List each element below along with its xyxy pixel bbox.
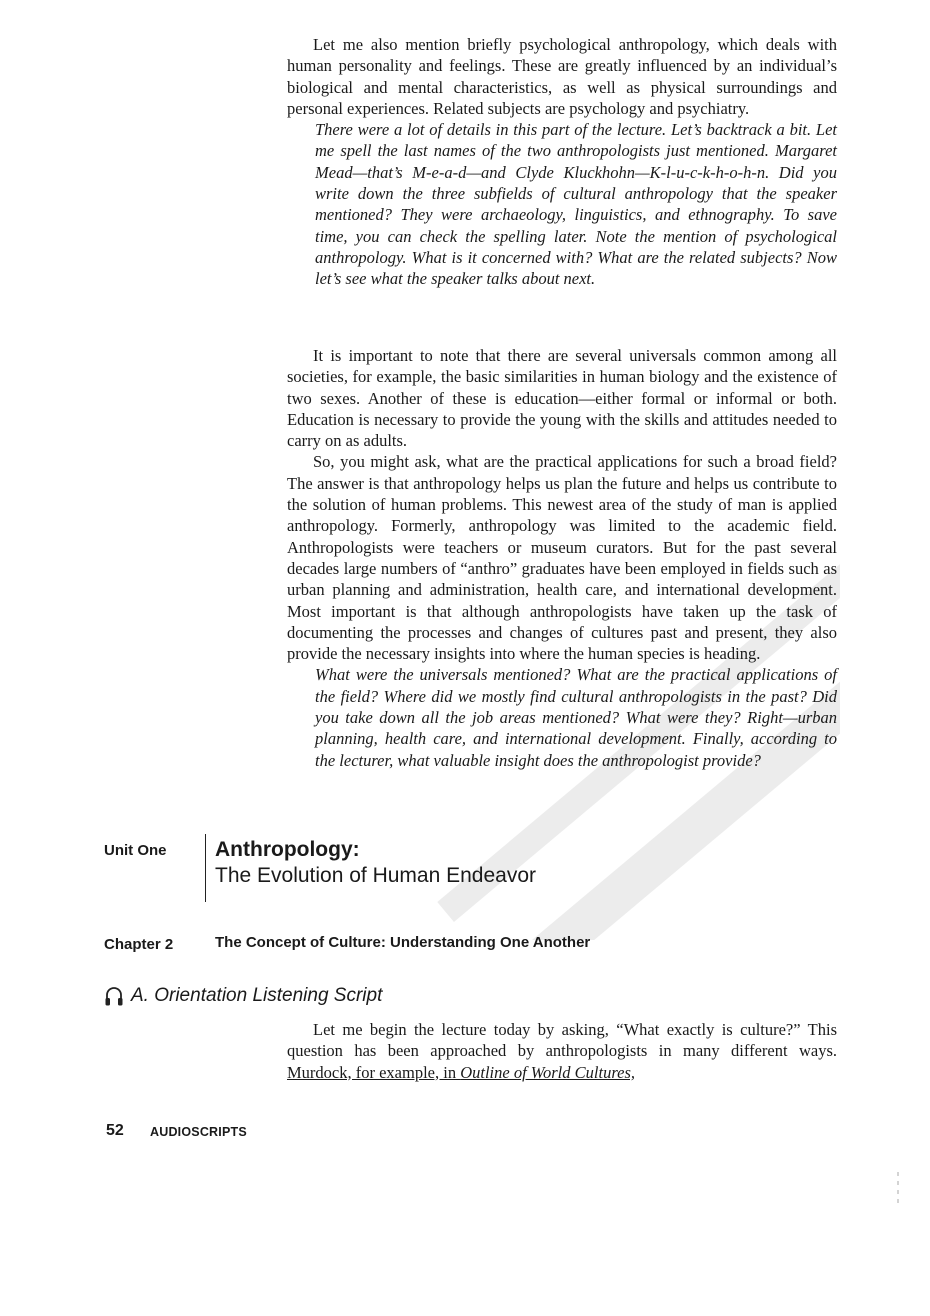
script-book-title: Outline of World Cultures, xyxy=(460,1062,635,1082)
unit-divider xyxy=(205,834,206,902)
unit-label: Unit One xyxy=(104,842,167,859)
listening-note-1: There were a lot of details in this part of the lecture. Let’s backtrack a bit. Let me spell the last names of the two anthropologists just mentioned. Margaret Mead—that’s M-e-a-d—and Clyde Kluckhohn—K-l-u-c-k-h-o-h-n. Did you write down the three subfields of cultural anthropology that the speaker mentioned? They were archaeology, linguistics, and ethnography. To save time, you can check the spelling later. Note the mention of psychological anthropology. What is it concerned with? What are the related subjects? Now let’s see what the speaker talks about next. xyxy=(315,120,837,289)
unit-title: Anthropology: xyxy=(215,838,360,861)
footer-label: AUDIOSCRIPTS xyxy=(150,1125,247,1139)
headphones-icon xyxy=(104,985,124,1007)
paragraph-what-is-culture xyxy=(287,1019,837,1083)
body-text-block-2 xyxy=(287,345,837,771)
scan-edge-marks xyxy=(895,1172,901,1212)
section-heading: A. Orientation Listening Script xyxy=(131,985,383,1006)
orientation-script-text xyxy=(287,1019,837,1083)
script-intro: Let me begin the lecture today by asking, “What exactly is culture?” This question has been approached by anthropologists in many different ways. xyxy=(287,1020,837,1061)
body-text-block-1 xyxy=(287,34,837,290)
paragraph-psychological-anthropology: Let me also mention briefly psychological anthropology, which deals with human personality and feelings. These are greatly influenced by an individual’s biological and mental characteristics, as well as physical surroundings and personal experiences. Related subjects are psychology and psychiatry. xyxy=(287,35,837,118)
script-underlined-text: Murdock, for example, in xyxy=(287,1062,461,1082)
chapter-title: The Concept of Culture: Understanding One Another xyxy=(215,934,591,951)
paragraph-applied-anthropology: So, you might ask, what are the practical applications for such a broad field? The answer is that anthropology helps us plan the future and helps us contribute to the solution of human problems. This newest area of the study of man is applied anthropology. Formerly, anthropology was limited to the academic field. Anthropologists were teachers or museum curators. But for the past several decades large numbers of “anthro” graduates have been employed in fields such as urban planning and administration, health care, and international development. Most important is that although anthropologists have taken up the task of documenting the processes and changes of cultures past and present, they also provide the necessary insights into where the human species is heading. xyxy=(287,452,837,664)
listening-note-2: What were the universals mentioned? What are the practical applications of the field? Where did we mostly find cultural anthropologists in the past? Did you take down all the job areas mentioned? What were they? Right—urban planning, health care, and international development. Finally, according to the lecturer, what valuable insight does the anthropologist provide? xyxy=(315,665,837,770)
page-number: 52 xyxy=(106,1122,124,1139)
paragraph-universals: It is important to note that there are several universals common among all societies, for example, the basic similarities in human biology and the existence of two sexes. Another of these is education—either formal or informal or both. Education is necessary to provide the young with the skills and attitudes needed to carry on as adults. xyxy=(287,346,837,451)
unit-subtitle: The Evolution of Human Endeavor xyxy=(215,864,537,887)
chapter-label: Chapter 2 xyxy=(104,936,174,953)
